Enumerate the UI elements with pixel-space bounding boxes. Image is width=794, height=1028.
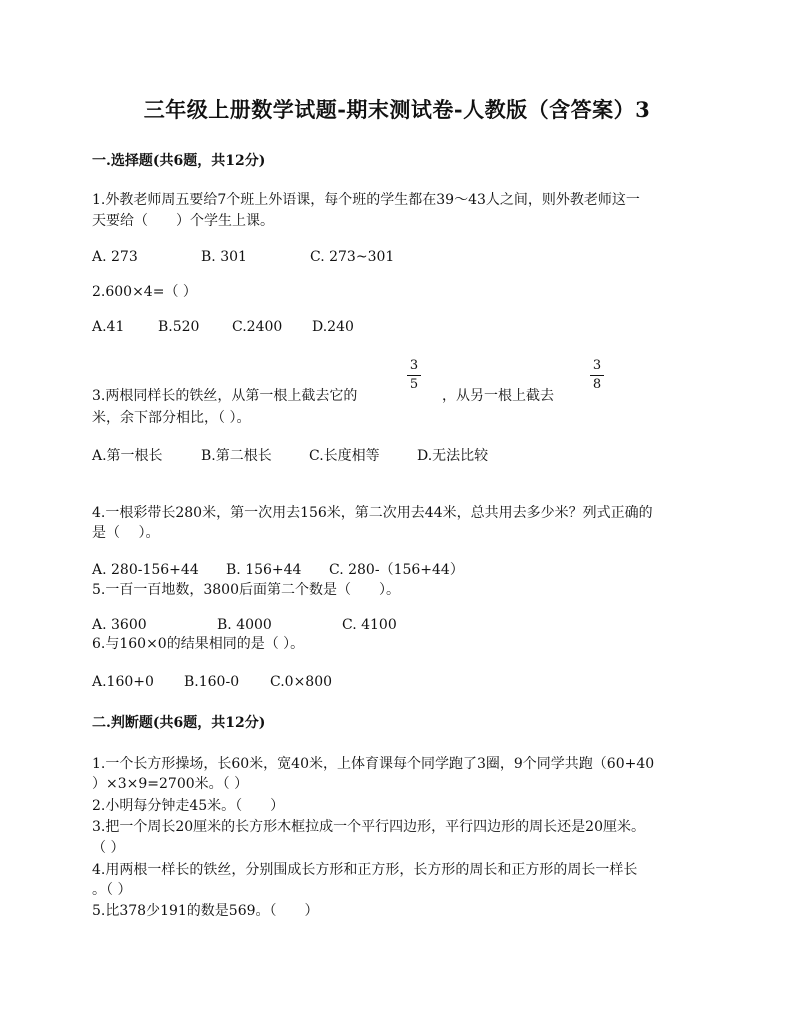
question-1-line-1: 1.外教老师周五要给7个班上外语课，每个班的学生都在39～43人之间，则外教老师这一 bbox=[92, 192, 640, 208]
question-6-option-b: B.160-0 bbox=[184, 674, 240, 690]
judgement-line: 。（ ） bbox=[92, 882, 132, 898]
fraction-three-eighths bbox=[590, 359, 604, 392]
fraction-three-fifths bbox=[407, 359, 421, 392]
page-title: 三年级上册数学试题-期末测试卷-人教版（含答案）3 bbox=[143, 97, 651, 122]
question-2-option-c: C.2400 bbox=[232, 319, 283, 335]
question-2-line-1: 2.600×4=（ ） bbox=[92, 284, 197, 300]
question-6-option-a: A.160+0 bbox=[92, 674, 154, 690]
judgement-line: 3.把一个周长20厘米的长方形木框拉成一个平行四边形，平行四边形的周长还是20厘米。 bbox=[92, 819, 645, 835]
fraction-numerator: 3 bbox=[409, 358, 419, 373]
fraction-bar bbox=[590, 375, 604, 376]
question-3-line-1a: 3.两根同样长的铁丝，从第一根上截去它的 bbox=[92, 388, 358, 404]
question-3-option-c: C.长度相等 bbox=[309, 448, 380, 464]
question-6-option-c: C.0×800 bbox=[270, 674, 333, 690]
question-6-line-1: 6.与160×0的结果相同的是（ ）。 bbox=[92, 636, 305, 652]
question-4-line-2: 是（ ）。 bbox=[92, 525, 160, 541]
judgement-line: （ ） bbox=[92, 840, 125, 856]
question-1-option-a: A. 273 bbox=[92, 249, 138, 265]
question-3-option-b: B.第二根长 bbox=[201, 448, 272, 464]
question-2-option-a: A.41 bbox=[92, 319, 125, 335]
question-5-line-1: 5.一百一百地数，3800后面第二个数是（ ）。 bbox=[92, 582, 400, 598]
section-heading-judgement: 二.判断题(共6题，共12分) bbox=[92, 715, 266, 731]
judgement-line: 5.比378少191的数是569。（ ） bbox=[92, 903, 319, 919]
fraction-bar bbox=[407, 375, 421, 376]
judgement-line: 2.小明每分钟走45米。（ ） bbox=[92, 798, 285, 814]
section-heading-choice: 一.选择题(共6题，共12分) bbox=[92, 153, 266, 169]
question-2-option-b: B.520 bbox=[158, 319, 200, 335]
fraction-denominator: 5 bbox=[409, 377, 419, 392]
question-4-option-c: C. 280-（156+44） bbox=[329, 562, 464, 578]
question-3-line-1b: ，从另一根上截去 bbox=[442, 388, 554, 404]
fraction-denominator: 8 bbox=[592, 377, 602, 392]
question-5-option-b: B. 4000 bbox=[217, 617, 272, 633]
question-1-line-2: 天要给（ ）个学生上课。 bbox=[92, 213, 274, 229]
question-3-line-2: 米，余下部分相比，（ ）。 bbox=[92, 410, 251, 426]
question-4-line-1: 4.一根彩带长280米，第一次用去156米，第二次用去44米，总共用去多少米？列式正确的 bbox=[92, 505, 653, 521]
question-1-option-c: C. 273~301 bbox=[310, 249, 395, 265]
question-5-option-c: C. 4100 bbox=[342, 617, 397, 633]
question-1-option-b: B. 301 bbox=[201, 249, 247, 265]
judgement-line: 4.用两根一样长的铁丝，分别围成长方形和正方形，长方形的周长和正方形的周长一样长 bbox=[92, 862, 638, 878]
question-2-option-d: D.240 bbox=[312, 319, 354, 335]
question-4-option-a: A. 280-156+44 bbox=[92, 562, 199, 578]
judgement-line: 1.一个长方形操场，长60米，宽40米，上体育课每个同学跑了3圈，9个同学共跑（60+40 bbox=[92, 756, 655, 772]
question-3-option-d: D.无法比较 bbox=[417, 448, 489, 464]
question-3-option-a: A.第一根长 bbox=[92, 448, 163, 464]
judgement-line: ）×3×9=2700米。（ ） bbox=[92, 776, 249, 792]
fraction-numerator: 3 bbox=[592, 358, 602, 373]
question-5-option-a: A. 3600 bbox=[92, 617, 147, 633]
question-4-option-b: B. 156+44 bbox=[226, 562, 302, 578]
